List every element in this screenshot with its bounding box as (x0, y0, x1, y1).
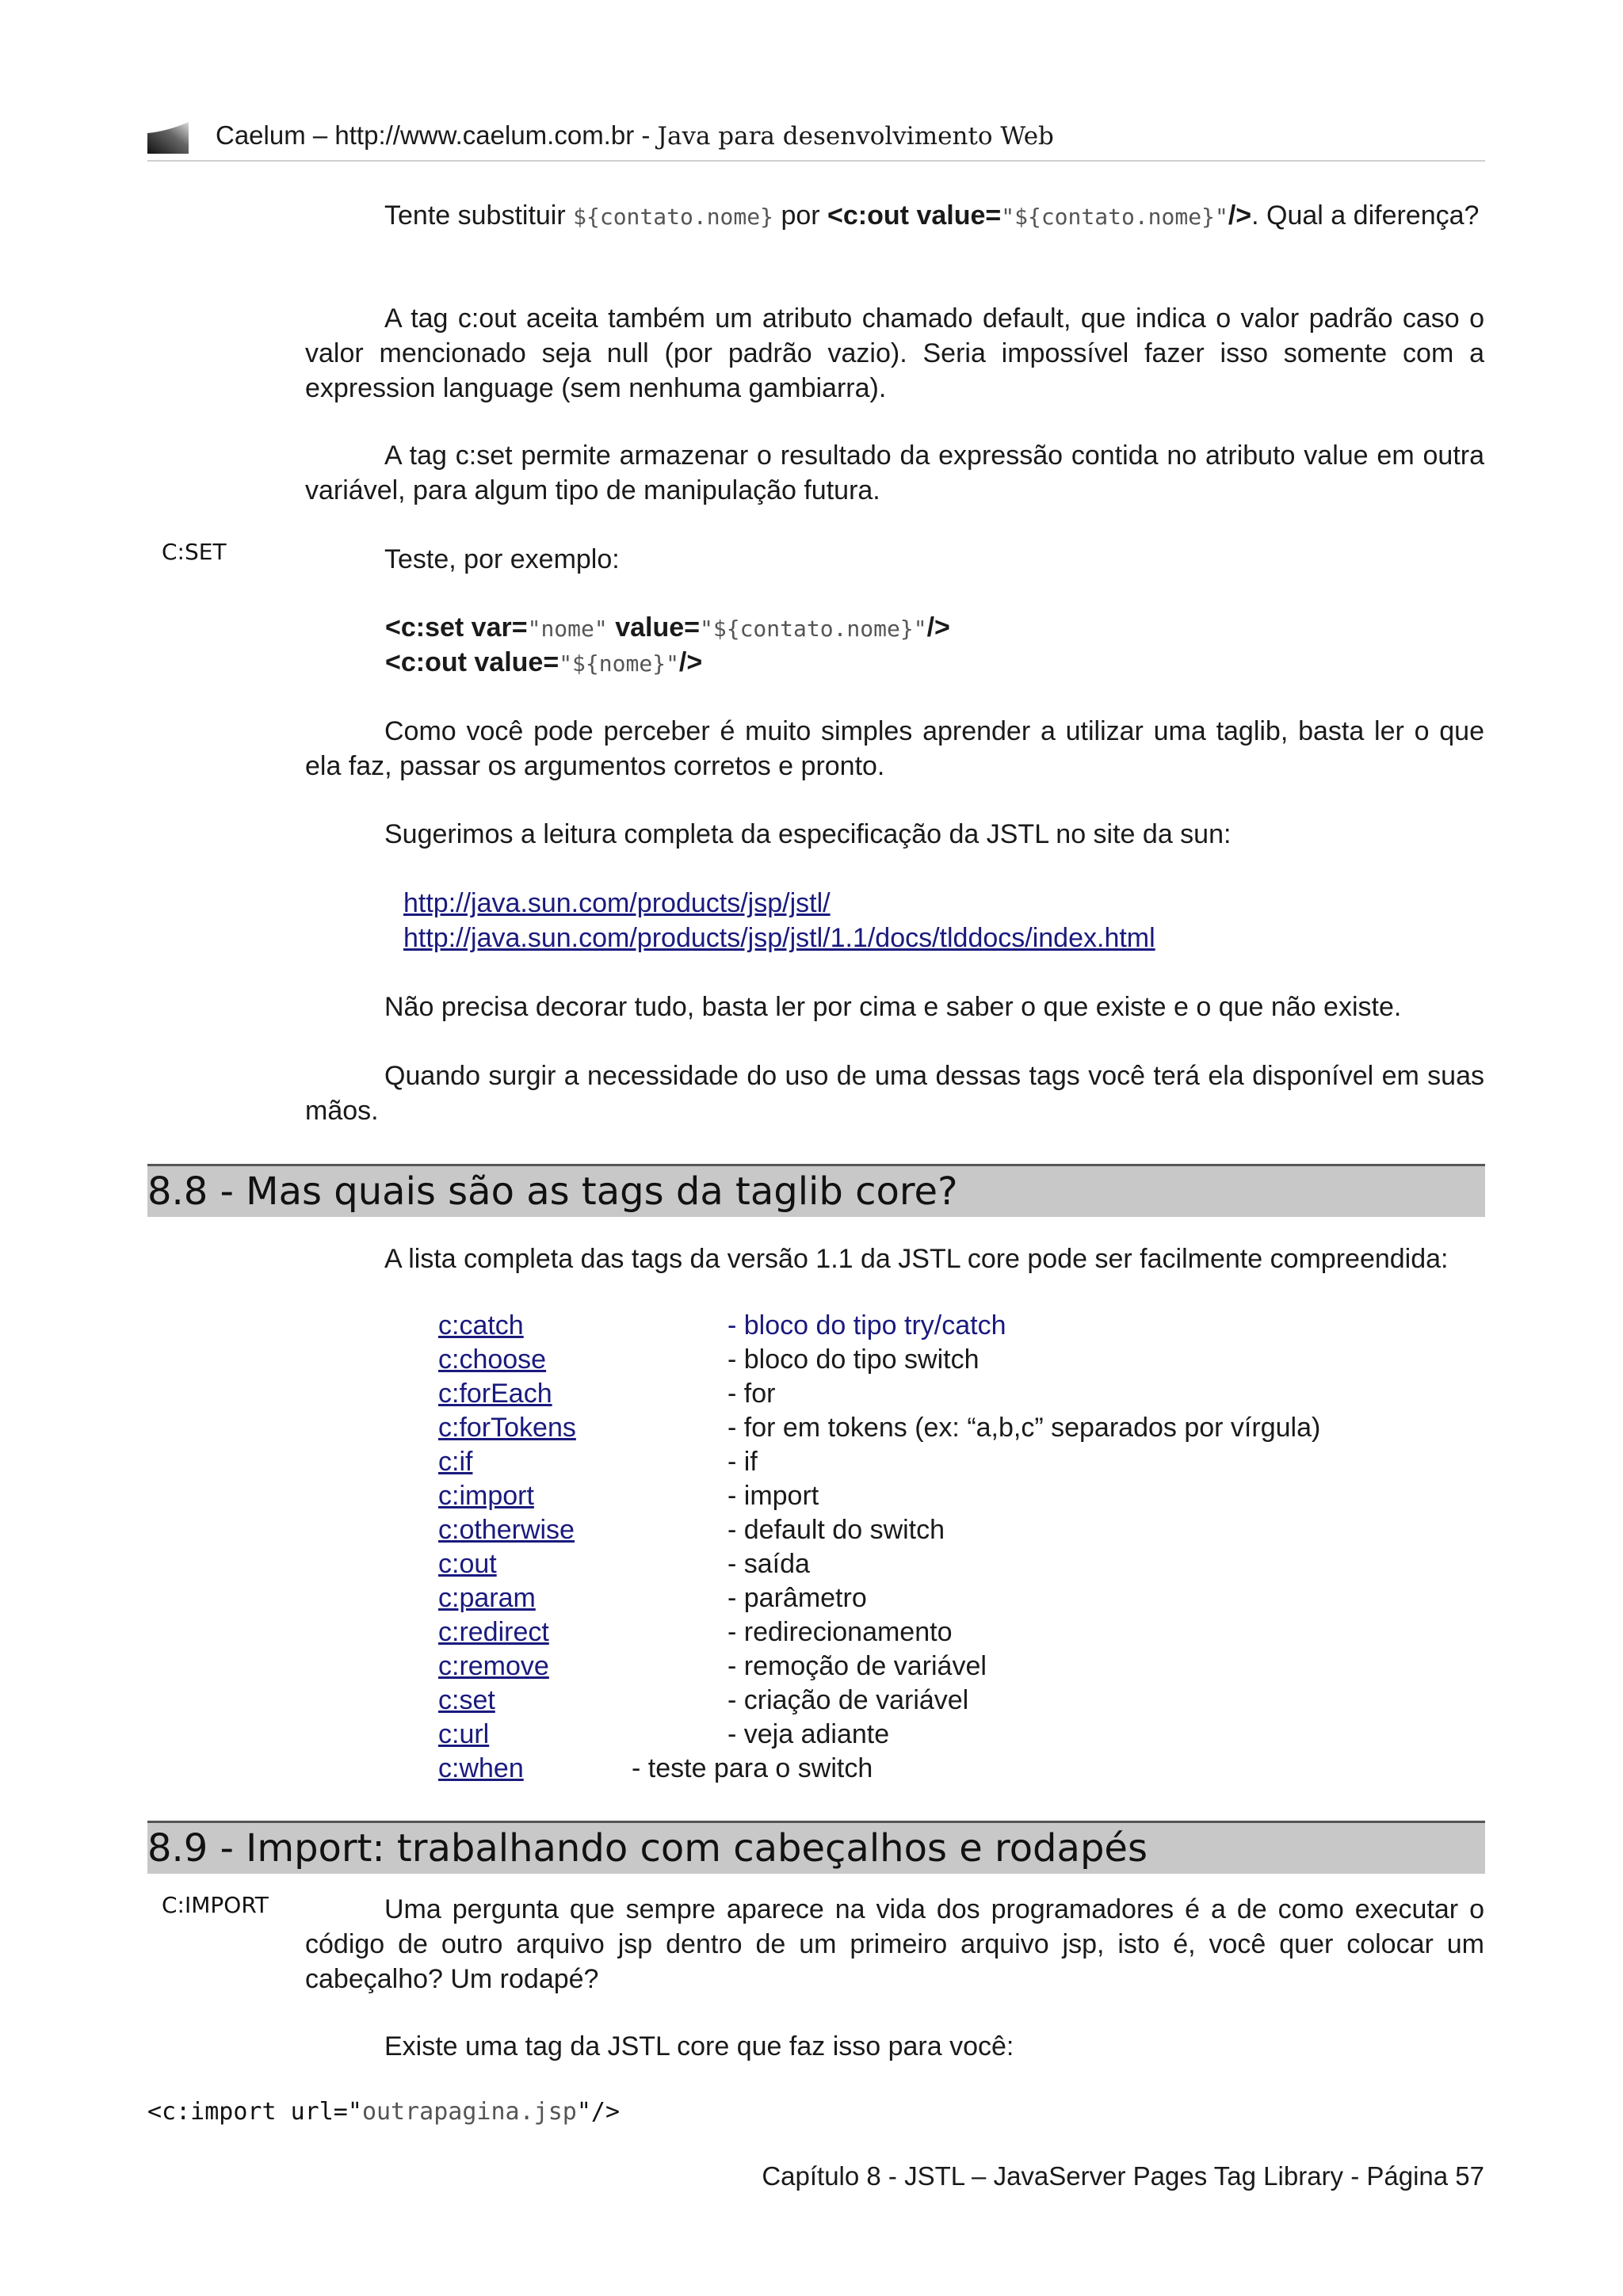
tag-description: - if (727, 1447, 758, 1477)
tag-link[interactable]: c:otherwise (438, 1515, 575, 1545)
tag-description: - bloco do tipo try/catch (727, 1310, 1006, 1341)
margin-note-cimport: C:IMPORT (162, 1892, 269, 1918)
code-cout-example: <c:out value="${nome}"/> (385, 647, 703, 677)
page-footer: Capítulo 8 - JSTL – JavaServer Pages Tag Library - Página 57 (762, 2161, 1484, 2191)
list-item (0, 1581, 1623, 1615)
paragraph-teste: Teste, por exemplo: (384, 544, 620, 574)
tag-description: - remoção de variável (727, 1651, 987, 1681)
list-item (0, 1445, 1623, 1479)
tag-link[interactable]: c:out (438, 1549, 497, 1579)
tag-link[interactable]: c:forEach (438, 1379, 552, 1409)
tag-description: - parâmetro (727, 1583, 867, 1613)
tag-description: - for em tokens (ex: “a,b,c” separados por vírgula) (727, 1413, 1321, 1443)
tag-link[interactable]: c:if (438, 1447, 473, 1477)
list-item (0, 1343, 1623, 1377)
code-cset-example: <c:set var="nome" value="${contato.nome}"/> (385, 612, 950, 643)
tag-link[interactable]: c:choose (438, 1344, 547, 1375)
paragraph-existe-tag: Existe uma tag da JSTL core que faz isso para você: (384, 2031, 1014, 2061)
tag-link[interactable]: c:forTokens (438, 1413, 576, 1443)
list-item (0, 1411, 1623, 1445)
paragraph-sugerimos: Sugerimos a leitura completa da especificação da JSTL no site da sun: (384, 819, 1232, 849)
tag-link[interactable]: c:url (438, 1719, 490, 1749)
list-item (0, 1650, 1623, 1684)
list-item (0, 1718, 1623, 1752)
paragraph-nao-precisa: Não precisa decorar tudo, basta ler por cima e saber o que existe e o que não existe. (384, 992, 1402, 1022)
section-title: 8.8 - Mas quais são as tags da taglib core? (147, 1169, 958, 1214)
paragraph-quando-surgir: Quando surgir a necessidade do uso de uma dessas tags você terá ela disponível em suas mãos. (305, 1061, 1484, 1126)
link-jstl-home[interactable]: http://java.sun.com/products/jsp/jstl/ (403, 888, 831, 918)
margin-note-cset: C:SET (162, 539, 227, 565)
tag-description: - redirecionamento (727, 1617, 953, 1647)
page-header (147, 117, 1485, 162)
link-jstl-tlddocs[interactable]: http://java.sun.com/products/jsp/jstl/1.1/docs/tlddocs/index.html (403, 923, 1155, 953)
list-item (0, 1684, 1623, 1718)
list-item (0, 1377, 1623, 1411)
tag-description: - import (727, 1481, 819, 1511)
tag-description: - saída (727, 1549, 810, 1579)
tag-link[interactable]: c:set (438, 1685, 495, 1715)
list-item (0, 1615, 1623, 1650)
tag-link[interactable]: c:remove (438, 1651, 549, 1681)
section-heading-8-9 (147, 1821, 1485, 1874)
list-item (0, 1309, 1623, 1343)
paragraph-cout-question: Tente substituir ${contato.nome} por <c:out value="${contato.nome}"/>. Qual a diferença? (384, 200, 1480, 231)
list-item (0, 1513, 1623, 1547)
tag-description: - criação de variável (727, 1685, 969, 1715)
section-title: 8.9 - Import: trabalhando com cabeçalhos e rodapés (147, 1826, 1148, 1871)
tag-link[interactable]: c:when (438, 1753, 524, 1783)
paragraph-cout-default: A tag c:out aceita também um atributo chamado default, que indica o valor padrão caso o valor mencionado seja null (por padrão vazio). Seria impossível fazer isso somente com a expression language (sem nenhuma gambiarra). (305, 303, 1484, 403)
code-cimport-example: <c:import url="outrapagina.jsp"/> (147, 2098, 621, 2126)
tag-description: - veja adiante (727, 1719, 890, 1749)
paragraph-cset-intro: A tag c:set permite armazenar o resultado da expressão contida no atributo value em outra variável, para algum tipo de manipulação futura. (305, 441, 1484, 505)
header-text: Caelum – http://www.caelum.com.br - Java para desenvolvimento Web (216, 120, 1054, 151)
tag-link[interactable]: c:catch (438, 1310, 524, 1341)
tag-description: - bloco do tipo switch (727, 1344, 980, 1375)
paragraph-lista-completa: A lista completa das tags da versão 1.1 da JSTL core pode ser facilmente compreendida: (384, 1244, 1449, 1274)
paragraph-taglib-simple: Como você pode perceber é muito simples aprender a utilizar uma taglib, basta ler o que ela faz, passar os argumentos corretos e pronto. (305, 716, 1484, 781)
tag-link[interactable]: c:import (438, 1481, 534, 1511)
list-item (0, 1547, 1623, 1581)
list-item (0, 1479, 1623, 1513)
tag-description: - for (727, 1379, 776, 1409)
tag-link[interactable]: c:redirect (438, 1617, 549, 1647)
tag-description: - default do switch (727, 1515, 945, 1545)
section-heading-8-8 (147, 1164, 1485, 1217)
paragraph-pergunta: Uma pergunta que sempre aparece na vida dos programadores é a de como executar o código de outro arquivo jsp dentro de um primeiro arquivo jsp, isto é, você quer colocar um cabeçalho? Um rodapé? (305, 1894, 1484, 1994)
tag-link[interactable]: c:param (438, 1583, 536, 1613)
list-item (0, 1752, 1623, 1786)
caelum-logo-icon (147, 122, 189, 154)
tag-description: - teste para o switch (632, 1753, 873, 1783)
